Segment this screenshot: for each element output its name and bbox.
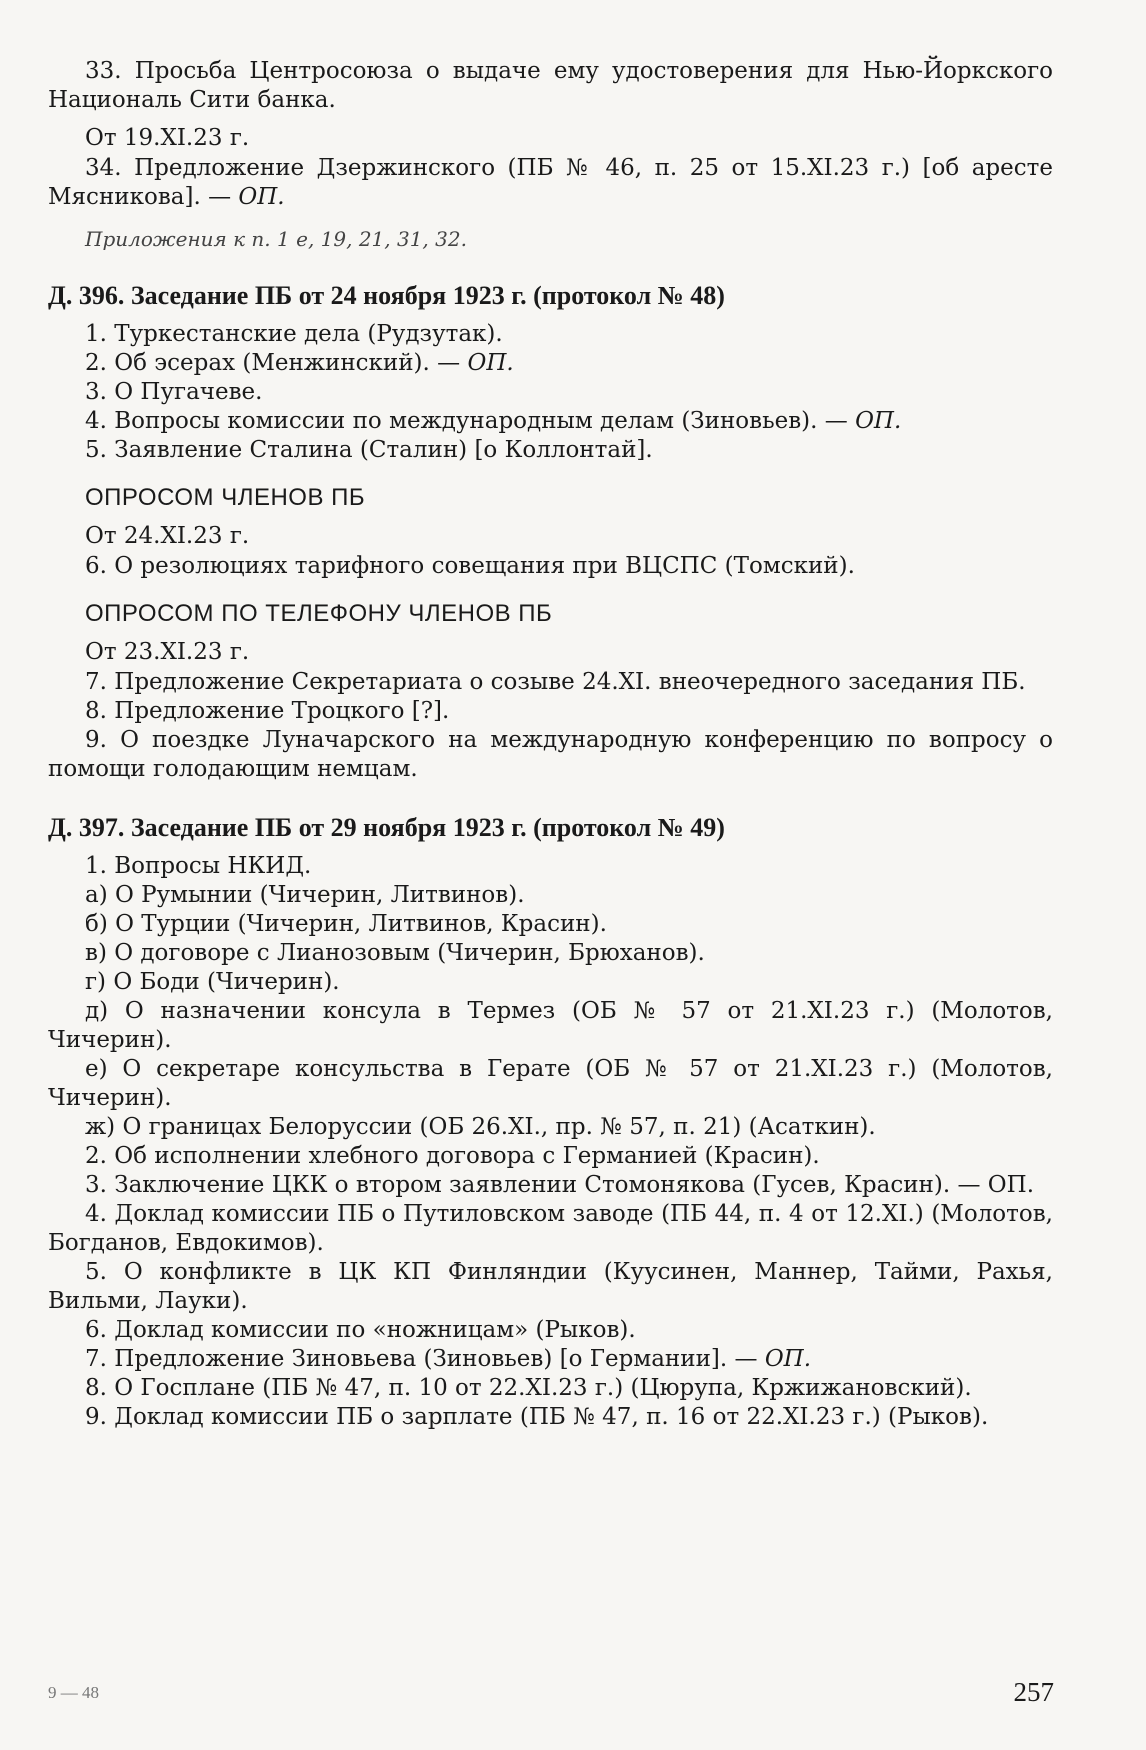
agenda-item: 4. Вопросы комиссии по международным делам (Зиновьев). — ОП. xyxy=(85,408,902,434)
agenda-item: е) О секретаре консульства в Герате (ОБ № 57 от 21.XI.23 г.) (Молотов, Чичерин). xyxy=(48,1056,1053,1111)
agenda-item: а) О Румынии (Чичерин, Литвинов). xyxy=(85,882,525,908)
agenda-item: 6. Доклад комиссии по «ножницам» (Рыков). xyxy=(85,1317,636,1343)
page-content xyxy=(48,57,1053,1432)
agenda-item: 6. О резолюциях тарифного совещания при ВЦСПС (Томский). xyxy=(85,553,855,579)
agenda-item: 2. Об исполнении хлебного договора с Германией (Красин). xyxy=(85,1143,820,1169)
agenda-item: 8. Предложение Троцкого [?]. xyxy=(85,698,450,724)
agenda-item: ж) О границах Белоруссии (ОБ 26.XI., пр. № 57, п. 21) (Асаткин). xyxy=(85,1114,876,1140)
agenda-item: 3. О Пугачеве. xyxy=(85,379,263,405)
page-number: 257 xyxy=(1013,1677,1054,1707)
subheading-phone-poll: ОПРОСОМ ПО ТЕЛЕФОНУ ЧЛЕНОВ ПБ xyxy=(85,600,553,627)
item-34: 34. Предложение Дзержинского (ПБ № 46, п. 25 от 15.XI.23 г.) [об аресте Мясникова]. — ОП. xyxy=(48,155,1053,210)
date-line: От 23.XI.23 г. xyxy=(85,639,250,665)
agenda-item: 5. О конфликте в ЦК КП Финляндии (Куусинен, Маннер, Тайми, Рахья, Вильми, Лауки). xyxy=(48,1259,1053,1314)
agenda-item: 1. Вопросы НКИД. xyxy=(85,853,312,879)
date-line: От 19.XI.23 г. xyxy=(85,125,250,151)
section-heading-396: Д. 396. Заседание ПБ от 24 ноября 1923 г. (протокол № 48) xyxy=(48,281,725,310)
agenda-item: 1. Туркестанские дела (Рудзутак). xyxy=(85,321,503,347)
agenda-item: г) О Боди (Чичерин). xyxy=(85,969,340,995)
agenda-item: 7. Предложение Зиновьева (Зиновьев) [о Германии]. — ОП. xyxy=(85,1346,812,1372)
agenda-item: 5. Заявление Сталина (Сталин) [о Коллонтай]. xyxy=(85,437,653,463)
appendix-note: Приложения к п. 1 е, 19, 21, 31, 32. xyxy=(85,227,467,251)
agenda-item: 3. Заключение ЦКК о втором заявлении Стомонякова (Гусев, Красин). — ОП. xyxy=(85,1172,1035,1198)
signature-mark: 9 — 48 xyxy=(48,1683,99,1702)
agenda-item: 9. О поездке Луначарского на международную конференцию по вопросу о помощи голодающим немцам. xyxy=(48,727,1053,782)
agenda-item: 9. Доклад комиссии ПБ о зарплате (ПБ № 47, п. 16 от 22.XI.23 г.) (Рыков). xyxy=(85,1404,989,1430)
agenda-item: в) О договоре с Лианозовым (Чичерин, Брюханов). xyxy=(85,940,705,966)
agenda-item: 4. Доклад комиссии ПБ о Путиловском заводе (ПБ 44, п. 4 от 12.XI.) (Молотов, Богданов, Евдокимов). xyxy=(48,1201,1053,1256)
agenda-item: 2. Об эсерах (Менжинский). — ОП. xyxy=(85,350,514,376)
date-line: От 24.XI.23 г. xyxy=(85,523,250,549)
agenda-item: б) О Турции (Чичерин, Литвинов, Красин). xyxy=(85,911,607,937)
agenda-item: 8. О Госплане (ПБ № 47, п. 10 от 22.XI.23 г.) (Цюрупа, Кржижановский). xyxy=(85,1375,972,1401)
agenda-item: 7. Предложение Секретариата о созыве 24.XI. внеочередного заседания ПБ. xyxy=(85,669,1026,695)
agenda-item: д) О назначении консула в Термез (ОБ № 57 от 21.XI.23 г.) (Молотов, Чичерин). xyxy=(48,998,1053,1053)
item-33: 33. Просьба Центросоюза о выдаче ему удостоверения для Нью-Йоркского Националь Сити банка. xyxy=(48,58,1053,113)
subheading-poll: ОПРОСОМ ЧЛЕНОВ ПБ xyxy=(85,484,366,511)
section-heading-397: Д. 397. Заседание ПБ от 29 ноября 1923 г. (протокол № 49) xyxy=(48,813,725,842)
